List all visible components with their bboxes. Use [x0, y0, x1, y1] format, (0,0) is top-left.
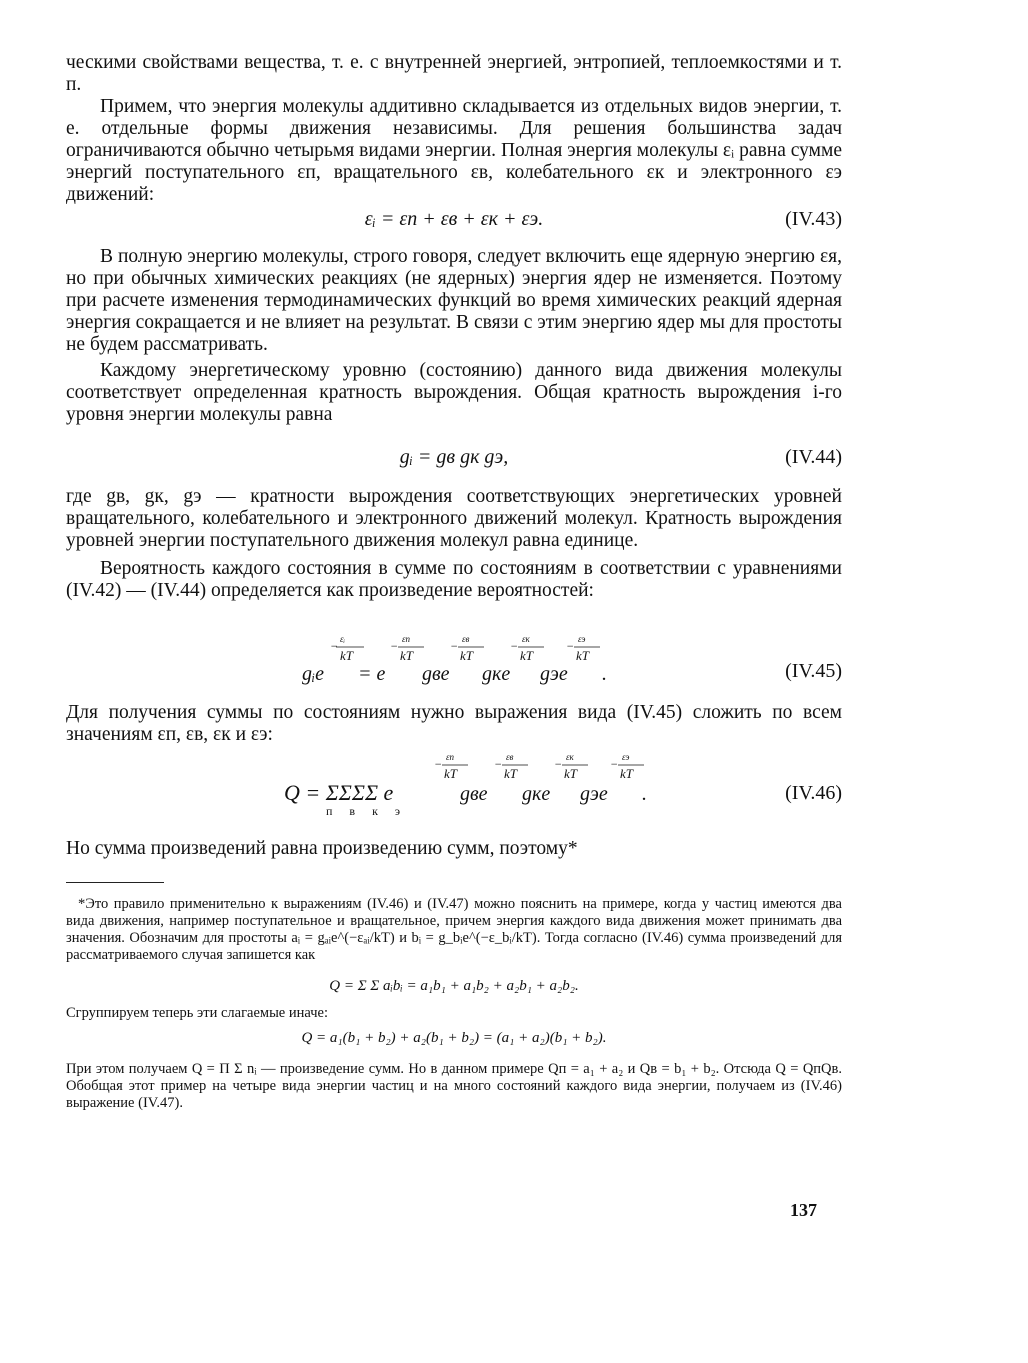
svg-text:−: − — [566, 639, 575, 653]
svg-text:−: − — [330, 639, 339, 653]
equation-iv44 — [66, 446, 842, 472]
equation-iv46 — [66, 748, 842, 820]
svg-text:.: . — [642, 783, 647, 805]
svg-text:gэe: gэe — [540, 663, 568, 685]
footnote-text-2: Сгруппируем теперь эти слагаемые иначе: — [66, 1005, 328, 1021]
paragraph-degeneracy: Каждому энергетическому уровню (состоянию) данного вида движения молекулы соответствует определенная кратность вырождения. Общая кратность вырождения i-го уровня энергии молекулы равна — [66, 360, 842, 425]
footnote-text-1: *Это правило применительно к выражениям (IV.46) и (IV.47) можно пояснить на примере, когда у частиц имеются два вида движения, например поступательное и вращательное, причем энергия каждого вида движения может принимать два значения. Обозначим для простоты aᵢ = gₐᵢe^(−εₐᵢ/kT) и bᵢ = g_bᵢe^(−ε_bᵢ/kT). Тогда согласно (IV.46) сумма произведений для рассматриваемого случая запишется как — [66, 896, 842, 963]
paragraph-sum-product: Но сумма произведений равна произведению сумм, поэтому* — [66, 838, 578, 859]
equation-iv46-tag: (IV.46) — [785, 782, 842, 804]
svg-text:.: . — [602, 663, 607, 685]
footnote-text-3: При этом получаем Q = Π Σ nᵢ — произведение сумм. Но в данном примере Qп = a₁ + a₂ и Qв = b₁ + b₂. Отсюда Q = QпQв. Обобщая этот пример на четыре вида энергии частиц и на много состояний каждого вида энергии, получаем из (IV.46) выражение (IV.47). — [66, 1061, 842, 1111]
svg-text:= e: = e — [358, 663, 386, 685]
svg-text:kT: kT — [564, 766, 577, 781]
svg-text:εᵢ: εᵢ — [340, 634, 345, 644]
equation-iv43-formula: εᵢ = εп + εв + εк + εэ. — [364, 208, 544, 230]
svg-text:−: − — [434, 757, 443, 771]
svg-text:gэe: gэe — [580, 783, 608, 805]
equation-iv45-tag: (IV.45) — [785, 660, 842, 682]
svg-text:εв: εв — [462, 634, 470, 644]
text-block-product — [66, 838, 842, 860]
equation-iv46-indices: п в к э — [326, 804, 403, 818]
footnote-equation-1: Q = Σ Σ aᵢbᵢ = a₁b₁ + a₁b₂ + a₂b₁ + a₂b₂. — [329, 978, 579, 994]
equation-iv43 — [66, 208, 842, 234]
svg-text:gвe: gвe — [422, 663, 450, 685]
svg-text:gвe: gвe — [460, 783, 488, 805]
equation-iv44-tag: (IV.44) — [785, 446, 842, 468]
svg-text:−: − — [554, 757, 563, 771]
svg-text:−: − — [510, 639, 519, 653]
svg-text:kT: kT — [576, 648, 589, 663]
svg-text:−: − — [610, 757, 619, 771]
svg-text:kT: kT — [400, 648, 413, 663]
svg-text:εэ: εэ — [578, 634, 586, 644]
svg-text:εп: εп — [446, 752, 455, 762]
svg-text:−: − — [450, 639, 459, 653]
paragraph-probability: Вероятность каждого состояния в сумме по состояниям в соответствии с уравнениями (IV.42) — (IV.44) определяется как произведение вероятностей: — [66, 558, 842, 601]
equation-iv43-tag: (IV.43) — [785, 208, 842, 230]
text-block-top — [66, 52, 842, 206]
svg-text:gкe: gкe — [522, 783, 551, 805]
paragraph-continuation: ческими свойствами вещества, т. е. с внутренней энергией, энтропией, теплоемкостями и т. п. — [66, 52, 842, 95]
text-block-nuclear — [66, 246, 842, 426]
svg-text:kT: kT — [460, 648, 473, 663]
svg-text:gᵢe: gᵢe — [302, 663, 325, 685]
equation-iv45 — [66, 630, 842, 690]
svg-text:εк: εк — [522, 634, 530, 644]
svg-text:kT: kT — [520, 648, 533, 663]
svg-text:kT: kT — [504, 766, 517, 781]
footnote-equation-2: Q = a₁(b₁ + b₂) + a₂(b₁ + b₂) = (a₁ + a₂)(b₁ + b₂). — [301, 1030, 607, 1046]
text-block-sum — [66, 702, 842, 746]
paragraph-additivity: Примем, что энергия молекулы аддитивно складывается из отдельных видов энергии, т. е. отдельные формы движения независимы. Для решения большинства задач ограничиваются обычно четырьмя видами энергии. Полная энергия молекулы εᵢ равна сумме энергий поступательного εп, вращательного εв, колебательного εк и электронного εэ движений: — [66, 96, 842, 205]
svg-text:−: − — [390, 639, 399, 653]
svg-text:εк: εк — [566, 752, 574, 762]
paragraph-nuclear-energy: В полную энергию молекулы, строго говоря, следует включить еще ядерную энергию εя, но при обычных химических реакциях (не ядерных) энергия ядер не изменяется. Поэтому при расчете изменения термодинамических функций во время химических реакций ядерная энергия сокращается и не влияет на результат. В связи с этим энергию ядер мы для простоты не будем рассматривать. — [66, 246, 842, 355]
equation-iv45-graphic — [302, 630, 862, 690]
page-number: 137 — [790, 1200, 817, 1220]
svg-text:εп: εп — [402, 634, 411, 644]
svg-text:kT: kT — [444, 766, 457, 781]
svg-text:εэ: εэ — [622, 752, 630, 762]
svg-text:−: − — [494, 757, 503, 771]
text-block-probability — [66, 486, 842, 602]
svg-text:gкe: gкe — [482, 663, 511, 685]
svg-text:εв: εв — [506, 752, 514, 762]
svg-text:kT: kT — [340, 648, 353, 663]
equation-iv44-formula: gᵢ = gв gк gэ, — [399, 446, 509, 468]
svg-text:kT: kT — [620, 766, 633, 781]
paragraph-degeneracy-where: где gв, gк, gэ — кратности вырождения соответствующих энергетических уровней вращательного, колебательного и электронного движений молекул. Кратность вырождения уровней энергии поступательного движения молекул равна единице. — [66, 486, 842, 551]
footnote-divider — [66, 882, 164, 883]
paragraph-sum-states: Для получения суммы по состояниям нужно выражения вида (IV.45) сложить по всем значениям εп, εв, εк и εэ: — [66, 702, 842, 745]
footnote — [66, 896, 842, 1112]
svg-text:Q = ΣΣΣΣ e: Q = ΣΣΣΣ e — [284, 780, 394, 805]
